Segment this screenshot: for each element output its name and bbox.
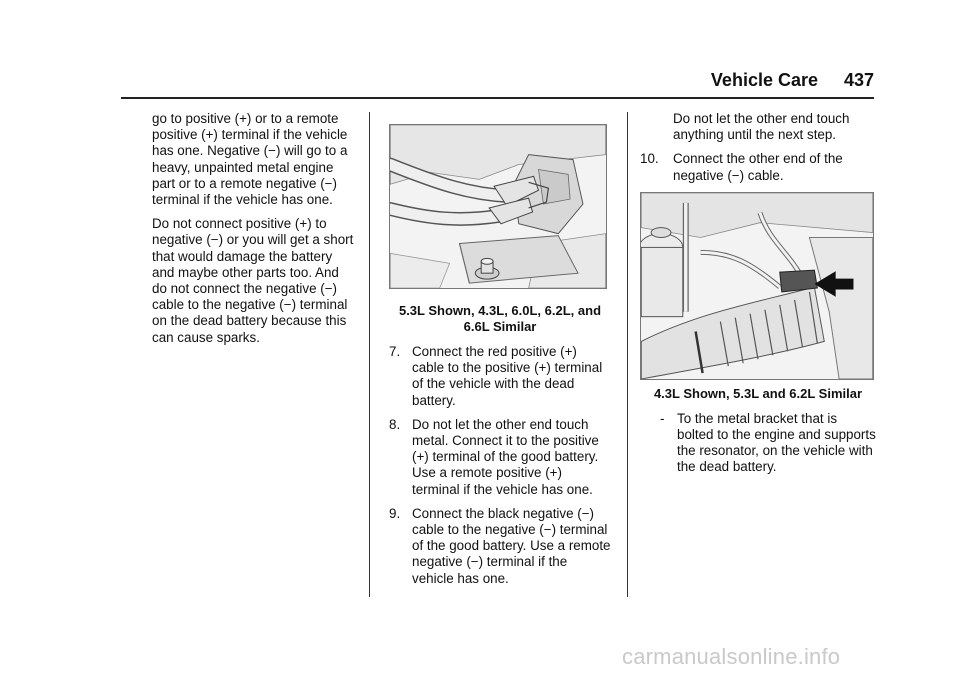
step-number: 7.: [389, 344, 401, 359]
watermark: carmanualsonline.info: [622, 644, 841, 669]
column-divider-right: [627, 112, 628, 597]
step-number: 9.: [389, 505, 401, 521]
column-divider-left: [369, 112, 370, 597]
continued-text: Do not let the other end touch anything until the next step.: [673, 111, 850, 143]
column-3: [640, 111, 876, 484]
step-text: Do not let the other end touch metal. Connect it to the positive (+) terminal of the good battery. Use a remote positive (+) terminal if the vehicle has one.: [412, 416, 599, 497]
sub-item: [640, 411, 876, 476]
figure-caption: 4.3L Shown, 5.3L and 6.2L Similar: [653, 385, 863, 401]
header-rule: [121, 97, 874, 99]
figure-caption: 5.3L Shown, 4.3L, 6.0L, 6.2L, and 6.6L Similar: [398, 303, 602, 334]
column-2: [389, 124, 611, 595]
battery-terminal-illustration: [389, 124, 607, 289]
section-title: Vehicle Care: [710, 70, 818, 90]
step-9: [389, 506, 611, 587]
step-10: [640, 151, 876, 183]
step-text: Connect the red positive (+) cable to the positive (+) terminal of the vehicle with the dead battery.: [412, 344, 603, 408]
engine-bracket-illustration: [640, 192, 874, 380]
step-text: Connect the other end of the negative (−) cable.: [673, 151, 843, 183]
step-7: [389, 344, 611, 409]
step-text: Connect the black negative (−) cable to the negative (−) terminal of the good battery. Use a remote negative (−) terminal if the vehicle has one.: [412, 505, 611, 586]
step-8: [389, 417, 611, 498]
sub-item-text: To the metal bracket that is bolted to the engine and supports the resonator, on the vehicle with the dead battery.: [677, 410, 876, 475]
step-number: 10.: [640, 151, 659, 167]
column-1: [152, 111, 356, 354]
sub-item-dash: -: [660, 410, 665, 426]
paragraph: go to positive (+) or to a remote positive (+) terminal if the vehicle has one. Negative (−) will go to a heavy, unpainted metal engine part or to a remote negative (−) terminal if the vehicle has one.: [152, 111, 348, 208]
page-number: 437: [843, 70, 874, 90]
step-number: 8.: [389, 416, 401, 432]
paragraph: Do not connect positive (+) to negative (−) or you will get a short that would damage the battery and maybe other parts too. And do not connect the negative (−) cable to the negative (−) terminal on the dead battery because this can cause sparks.: [152, 216, 354, 345]
